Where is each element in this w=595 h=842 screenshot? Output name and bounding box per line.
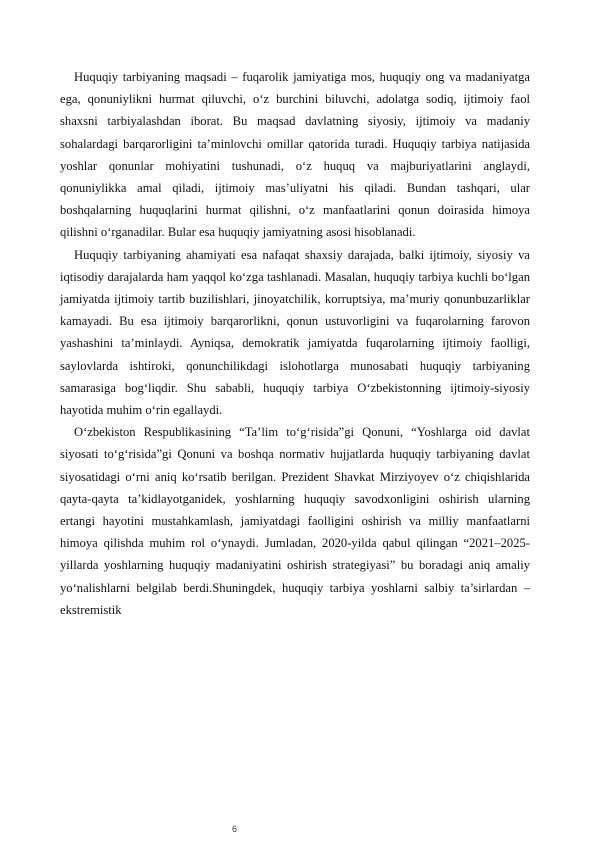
body-text (60, 66, 530, 621)
paragraph-purpose: Huquqiy tarbiyaning maqsadi – fuqarolik jamiyatiga mos, huquqiy ong va madaniyatga ega, qonuniylikni hurmat qiluvchi, o‘z burchini biluvchi, adolatga sodiq, ijtimoiy faol shaxsni tarbiyalashdan iborat. Bu maqsad davlatning siyosiy, ijtimoiy va madaniy sohalardagi barqarorligini ta’minlovchi omillar qatorida turadi. Huquqiy tarbiya natijasida yoshlar qonunlar mohiyatini tushunadi, o‘z huquq va majburiyatlarini anglaydi, qonuniylikka amal qiladi, ijtimoiy mas’uliyatni his qiladi. Bundan tashqari, ular boshqalarning huquqlarini hurmat qilishni, o‘z manfaatlarini qonun doirasida himoya qilishni o‘rganadilar. Bular esa huquqiy jamiyatning asosi hisoblanadi. (60, 70, 530, 240)
paragraph-legislation: O‘zbekiston Respublikasining “Ta’lim to‘g‘risida”gi Qonuni, “Yoshlarga oid davlat siyosati to‘g‘risida”gi Qonuni va boshqa normativ hujjatlarda huquqiy tarbiyaning davlat siyosatidagi o‘rni aniq ko‘rsatib berilgan. Prezident Shavkat Mirziyoyev o‘z chiqishlarida qayta-qayta ta’kidlayotganidek, yoshlarning huquqiy savodxonligini oshirish ularning ertangi hayotini mustahkamlash, jamiyatdagi faolligini oshirish va milliy manfaatlarni himoya qilishda muhim rol o‘ynaydi. Jumladan, 2020-yilda qabul qilingan “2021–2025-yillarda yoshlarning huquqiy madaniyatini oshirish strategiyasi” bu boradagi aniq amaliy yo‘nalishlarni belgilab berdi.Shuningdek, huquqiy tarbiya yoshlarni salbiy ta’sirlardan – ekstremistik (60, 425, 530, 617)
paragraph-importance: Huquqiy tarbiyaning ahamiyati esa nafaqat shaxsiy darajada, balki ijtimoiy, siyosiy va iqtisodiy darajalarda ham yaqqol ko‘zga tashlanadi. Masalan, huquqiy tarbiya kuchli bo‘lgan jamiyatda ijtimoiy tartib buzilishlari, jinoyatchilik, korruptsiya, ma’muriy qonunbuzarliklar kamayadi. Bu esa ijtimoiy barqarorlikni, qonun ustuvorligini va fuqarolarning farovon yashashini ta’minlaydi. Ayniqsa, demokratik jamiyatda fuqarolarning ijtimoiy faolligi, saylovlarda ishtiroki, qonunchilikdagi islohotlarga munosabati huquqiy tarbiyaning samarasiga bog‘liqdir. Shu sababli, huquqiy tarbiya O‘zbekistonning ijtimoiy-siyosiy hayotida muhim o‘rin egallaydi. (60, 247, 530, 418)
page-number: 6 (232, 824, 238, 834)
